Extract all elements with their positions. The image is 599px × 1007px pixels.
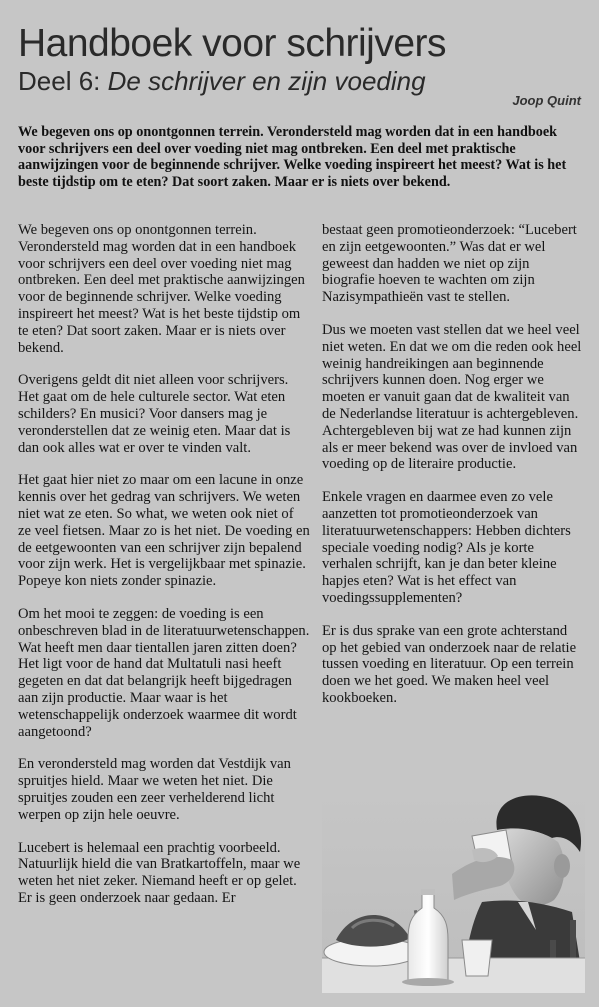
body-paragraph: Het gaat hier niet zo maar om een lacune in onze kennis over het gedrag van schrijvers. We weten niet wat ze eten. So what, we weten ook niet of ze veel fietsen. Maar zo is het niet. De voeding en de eetgewoonten van een schrijver zijn bepalend voor zijn werk. Het is vergelijkbaar met spinazie. Popeye kon niets zonder spinazie.: [18, 472, 310, 590]
right-column: [322, 222, 584, 723]
article-subtitle: [18, 66, 426, 96]
body-paragraph: Er is dus sprake van een grote achterstand op het gebied van onderzoek naar de relatie tussen voeding en literatuur. Op een terrein doen we het goed. We maken heel veel kookboeken.: [322, 622, 577, 706]
subtitle-part: Deel 6:: [18, 66, 101, 96]
body-paragraph: Overigens geldt dit niet alleen voor schrijvers. Het gaat om de hele culturele sector. Wat eten schilders? En musici? Voor dansers mag je veronderstellen dat ze weinig eten. Maar dat is dan ook alles wat er over te vinden valt.: [18, 372, 291, 456]
body-paragraph: Dus we moeten vast stellen dat we heel veel niet weten. En dat we om die reden ook heel weinig handreikingen aan beginnende schrijvers kunnen doen. Nog erger we moeten er vanuit gaan dat de kwaliteit van de Nederlandse literatuur is achtergebleven. Achtergebleven bij wat ze had kunnen zijn als er meer bekend was over de invloed van voeding op de literaire productie.: [322, 321, 582, 473]
body-paragraph: Enkele vragen en daarmee even zo vele aanzetten tot promotieonderzoek van literatuurwetenschappers: Hebben dichters speciale voeding nodig? Als je korte verhalen schrijft, kan je dan beter kleine hapjes eten? Wat is het effect van voedingssupplementen?: [322, 489, 571, 606]
article-title: Handboek voor schrijvers: [18, 22, 447, 65]
body-paragraph: Om het mooi te zeggen: de voeding is een onbeschreven blad in de literatuurwetenschappen. Wat heeft men daar tientallen jaren zitten doen? Het ligt voor de hand dat Multatuli nasi heeft gegeten en dat dat belangrijk heeft bijgedragen aan zijn productie. Maar waar is het wetenschappelijk onderzoek waarmee dit wordt aangetoond?: [18, 605, 310, 740]
left-column: [18, 222, 310, 923]
body-paragraph: En verondersteld mag worden dat Vestdijk van spruitjes hield. Maar we weten het niet. Die spruitjes zouden een zeer verhelderend licht werpen op zijn hele oeuvre.: [18, 756, 291, 823]
subtitle-italic: De schrijver en zijn voeding: [107, 66, 426, 96]
body-paragraph: Lucebert is helemaal een prachtig voorbeeld. Natuurlijk hield die van Bratkartoffeln, maar we weten het niet zeker. Niemand heeft er op gelet. Er is geen onderzoek naar gedaan. Er: [18, 839, 301, 906]
body-paragraph: We begeven ons op onontgonnen terrein. Verondersteld mag worden dat in een handboek voor schrijvers een deel over voeding niet mag ontbreken. Een deel met praktische aanwijzingen voor de beginnende schrijver. Welke voeding inspireert het meest? Wat is het beste tijdstip om te eten? Dat soort zaken. Maar er is niets over bekend.: [18, 222, 305, 356]
intro-paragraph: We begeven ons op onontgonnen terrein. Verondersteld mag worden dat in een handboek voor schrijvers een deel over voeding niet mag ontbreken. Een deel met praktische aanwijzingen voor de beginnende schrijver. Welke voeding inspireert het meest? Wat is het beste tijdstip om te eten? Dat soort zaken. Maar er is niets over bekend.: [18, 124, 567, 190]
boy-drinking-milk-photo: [322, 790, 585, 993]
author-name: Joop Quint: [512, 93, 581, 108]
body-paragraph: bestaat geen promotieonderzoek: “Lucebert en zijn eetgewoonten.” Was dat er wel geweest dan hadden we niet op zijn biografie hoeven te wachten om zijn Nazisympathieën vast te stellen.: [322, 222, 577, 306]
